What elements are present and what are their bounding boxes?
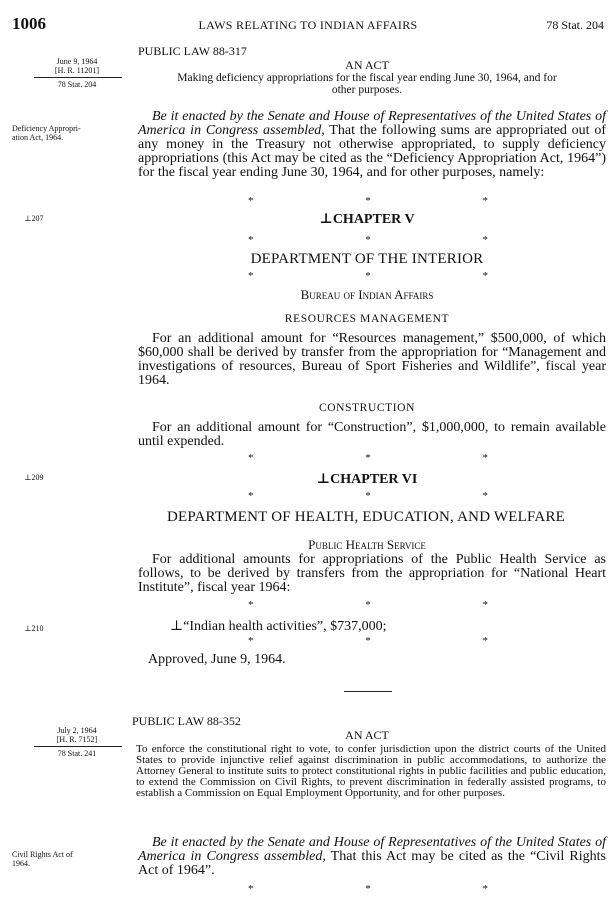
department-heading: DEPARTMENT OF HEALTH, EDUCATION, AND WELFARE <box>166 509 566 525</box>
star-row: * * * <box>248 195 488 207</box>
section-heading: CONSTRUCTION <box>318 402 415 414</box>
enacting-text: That this Act may be cited as the “Civil Rights Act of 1964”. <box>138 849 606 878</box>
enacting-formula: Be it enacted by the Senate and House of Representatives of the United States of America in Congress assembled, <box>138 109 606 138</box>
margin-rule <box>34 746 122 747</box>
star-row: * * * <box>248 883 488 895</box>
construction-paragraph: For an additional amount for “Construction”, $1,000,000, to remain available until expended. <box>138 420 606 449</box>
margin-bill: [H. R. 11201] <box>54 66 100 75</box>
enacting-formula: Be it enacted by the Senate and House of Representatives of the United States of America in Congress assembled, <box>138 835 606 864</box>
act-purpose: To enforce the constitutional right to vote, to confer jurisdiction upon the district courts of the United States to provide injunctive relief against discrimination in public accommodations, to authorize the Attorney General to institute suits to protect constitutional rights in public facilities and public education, to extend the Commission on Civil Rights, to prevent discrimination in federally assisted programs, to establish a Commission on Equal Employment Opportunity, and for other purposes. <box>136 743 606 799</box>
section-heading: RESOURCES MANAGEMENT <box>284 313 450 325</box>
star-row: * * * <box>248 270 488 282</box>
approval-line: Approved, June 9, 1964. <box>148 652 286 667</box>
margin-date: July 2, 1964 <box>57 726 97 735</box>
service-heading: Public Health Service <box>308 537 426 552</box>
enacting-clause <box>138 110 606 180</box>
act-heading: AN ACT <box>345 58 389 72</box>
health-paragraph: For additional amounts for appropriations of the Public Health Service as follows, to be derived by transfers from the appropriation for “National Heart Institute”, fiscal year 1964: <box>138 552 606 595</box>
enacting-clause <box>138 836 606 878</box>
enacting-text: That the following sums are appropriated out of any money in the Treasury not otherwise appropriated, to supply deficiency appropriations (this Act may be cited as the “Deficiency Appropriation Act, 1964”) for the fiscal year ending June 30, 1964, and for other purposes, namely: <box>138 123 606 180</box>
margin-note: Civil Rights Act of 1964. <box>12 850 73 868</box>
margin-bill: [H. R. 7152] <box>56 735 98 744</box>
law-title: PUBLIC LAW 88-352 <box>132 714 241 728</box>
running-title: LAWS RELATING TO INDIAN AFFAIRS <box>198 18 418 32</box>
star-row: * * * <box>248 452 488 464</box>
act-heading: AN ACT <box>345 728 389 742</box>
resources-paragraph: For an additional amount for “Resources management,” $500,000, of which $60,000 shall be derived by transfer from the appropriation for “Management and investigations of resources, Bureau of Sport Fisheries and Wildlife”, fiscal year 1964. <box>138 331 606 388</box>
separator-rule <box>344 691 392 692</box>
act-purpose-line1: Making deficiency appropriations for the fiscal year ending June 30, 1964, and for <box>177 72 557 84</box>
margin-stat: 78 Stat. 241 <box>57 749 97 758</box>
margin-note: Deficiency Appropri- ation Act, 1964. <box>12 124 81 142</box>
act-purpose-line2: other purposes. <box>331 84 403 96</box>
margin-date: June 9, 1964 <box>56 57 98 66</box>
margin-page-207: ⊥207 <box>24 214 44 223</box>
star-row: * * * <box>248 635 488 647</box>
margin-page-210: ⊥210 <box>24 624 44 633</box>
margin-rule <box>34 77 122 78</box>
law-title: PUBLIC LAW 88-317 <box>138 44 247 58</box>
page-number: 1006 <box>12 14 46 33</box>
star-row: * * * <box>248 599 488 611</box>
appropriation-item: ⊥“Indian health activities”, $737,000; <box>170 619 387 634</box>
chapter-heading: ⊥CHAPTER VI <box>316 472 418 487</box>
chapter-heading: ⊥CHAPTER V <box>319 212 415 227</box>
margin-stat: 78 Stat. 204 <box>57 80 97 89</box>
star-row: * * * <box>248 490 488 502</box>
star-row: * * * <box>248 234 488 246</box>
stat-reference: 78 Stat. 204 <box>546 18 604 32</box>
bureau-heading: Bureau of Indian Affairs <box>300 287 434 302</box>
margin-page-209: ⊥209 <box>24 473 44 482</box>
department-heading: DEPARTMENT OF THE INTERIOR <box>250 251 484 267</box>
